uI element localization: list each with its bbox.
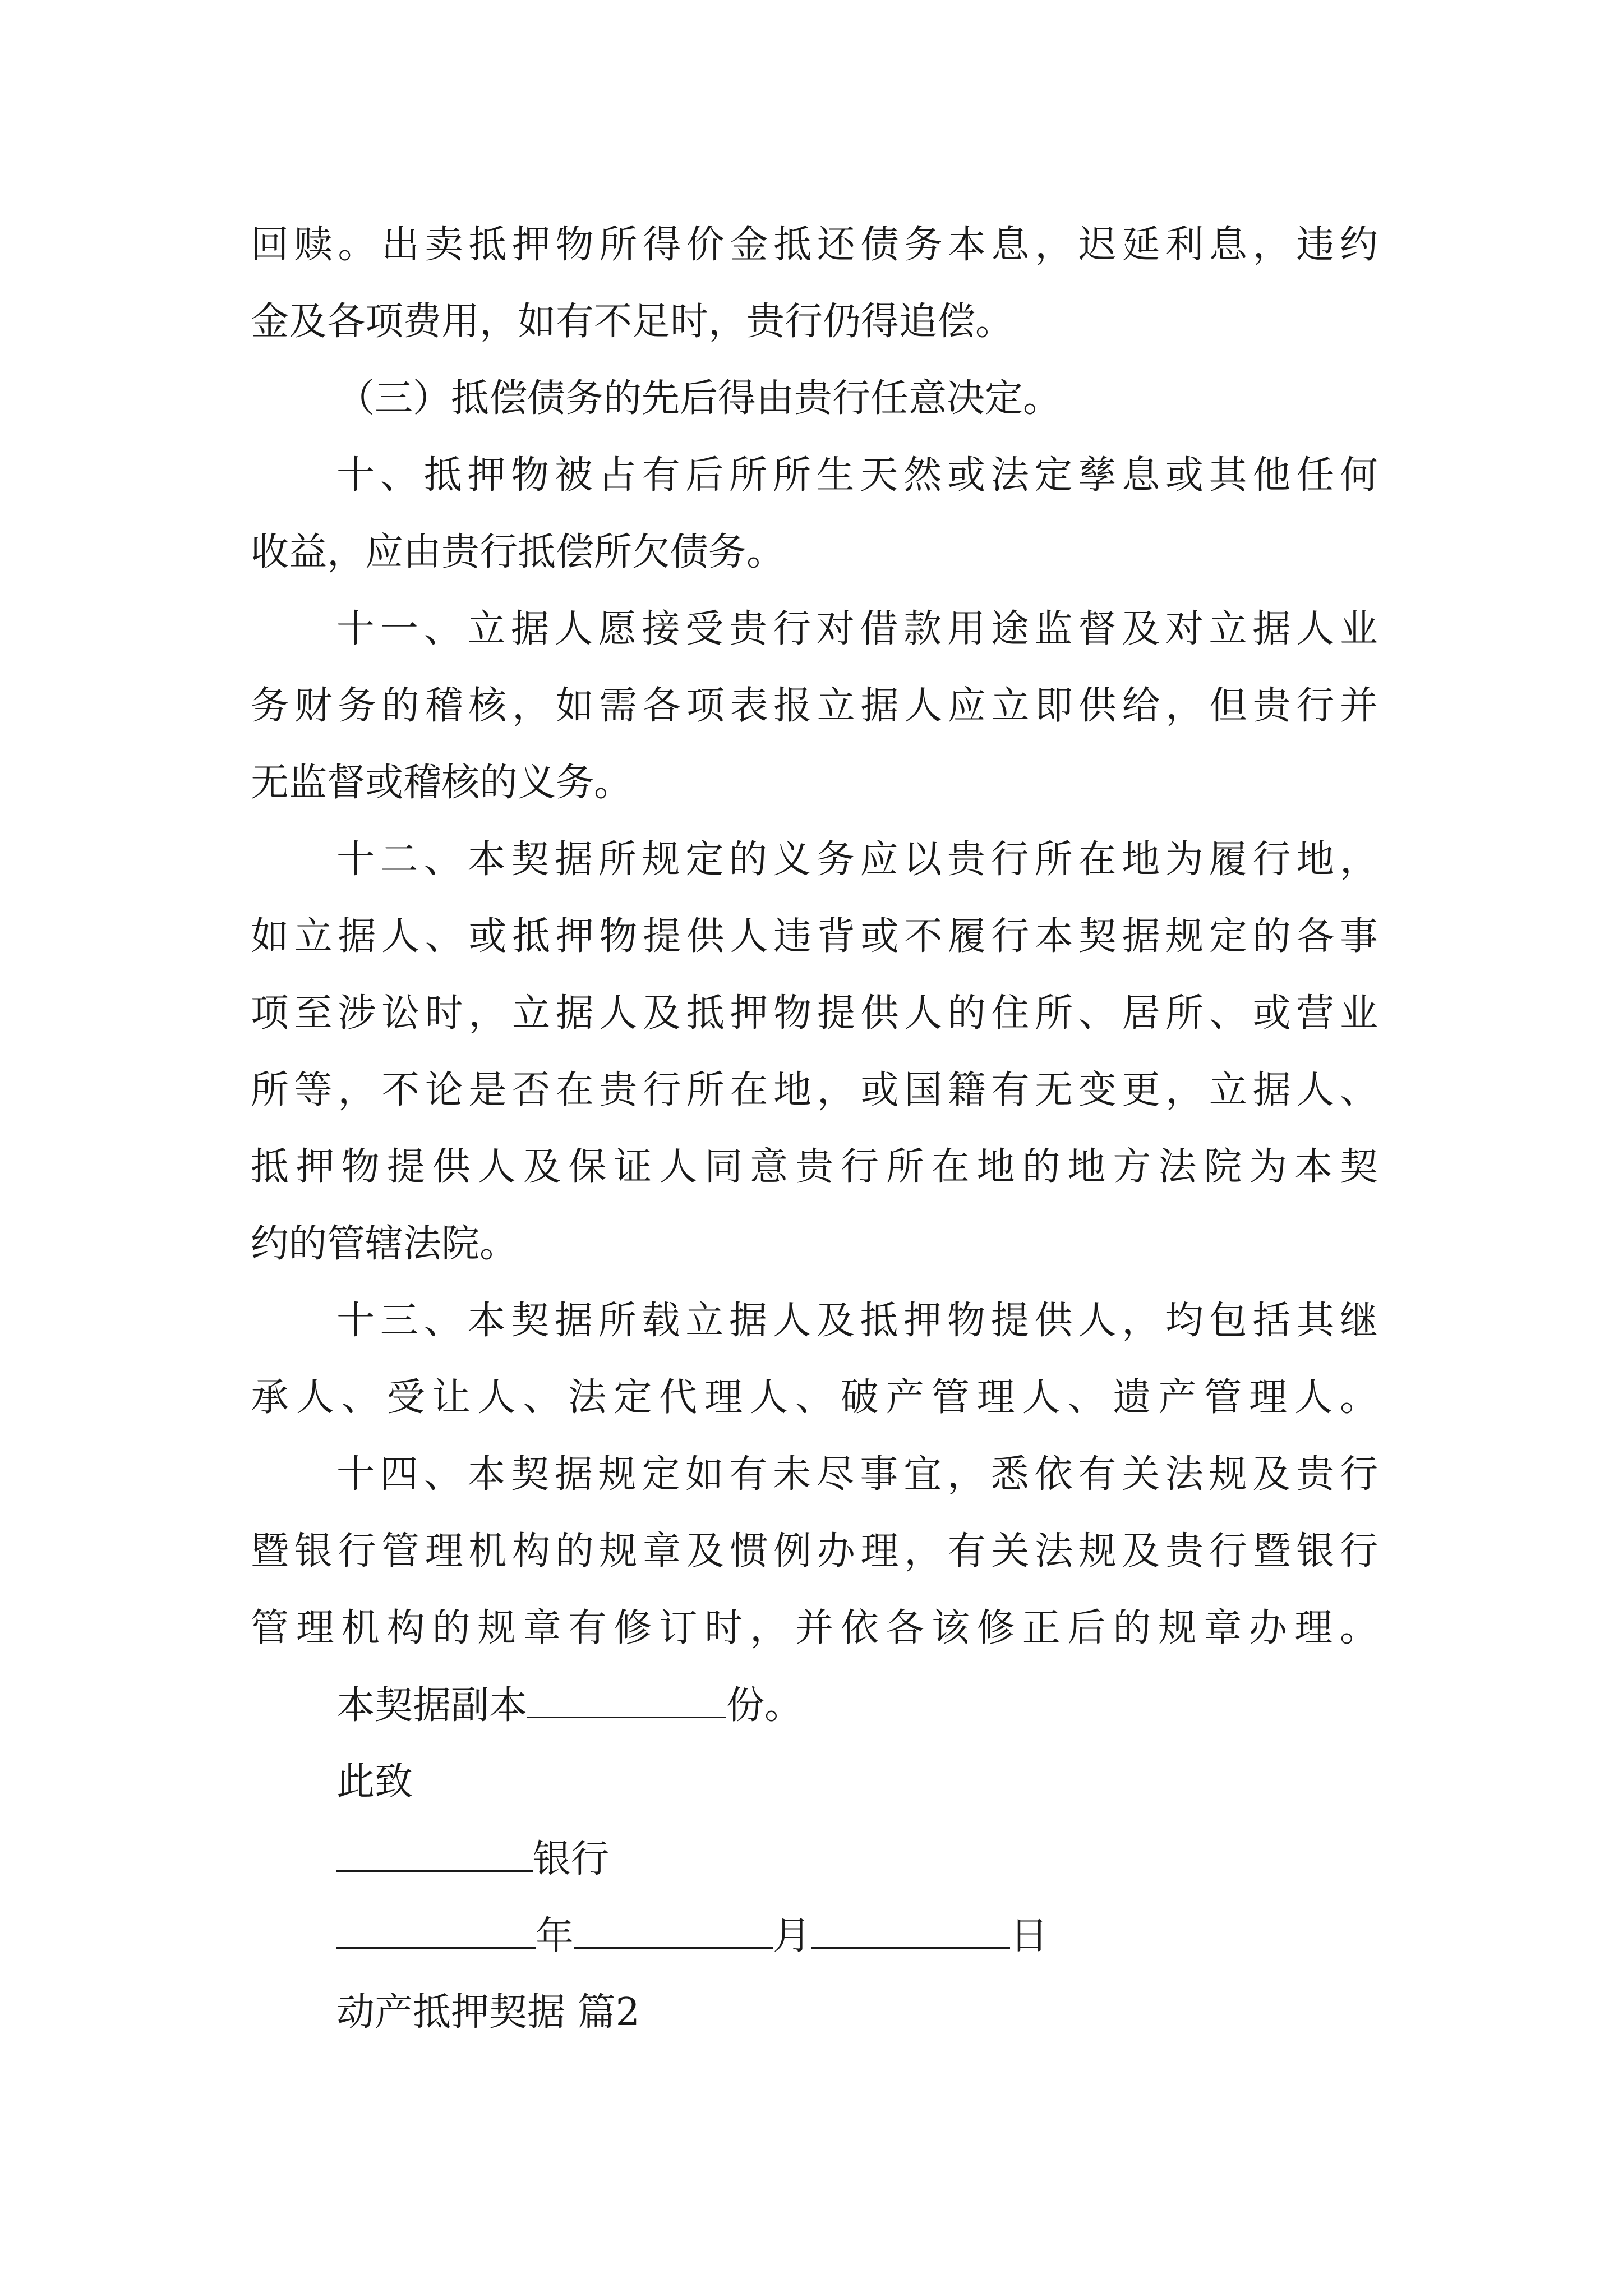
date-line [336, 1913, 1048, 1958]
paragraph-line: 管理机构的规章有修订时，并依各该修正后的规章办理。 [251, 1606, 1378, 1650]
paragraph-line: 如立据人、或抵押物提供人违背或不履行本契据规定的各事 [251, 914, 1378, 959]
paragraph-line: 收益，应由贵行抵偿所欠债务。 [251, 530, 785, 574]
paragraph-line: 所等，不论是否在贵行所在地，或国籍有无变更，立据人、 [251, 1068, 1378, 1112]
year-blank[interactable] [336, 1913, 536, 1949]
copies-line [336, 1683, 803, 1728]
day-blank[interactable] [811, 1913, 1010, 1949]
paragraph-line: （三）抵偿债务的先后得由贵行任意决定。 [336, 376, 1062, 421]
paragraph-line: 项至涉讼时，立据人及抵押物提供人的住所、居所、或营业 [251, 991, 1378, 1036]
paragraph-line: 约的管辖法院。 [251, 1222, 518, 1266]
bank-suffix: 银行 [533, 1837, 610, 1881]
paragraph-line: 十二、本契据所规定的义务应以贵行所在地为履行地， [336, 838, 1378, 882]
paragraph-line: 务财务的稽核，如需各项表报立据人应立即供给，但贵行并 [251, 684, 1378, 728]
paragraph-line: 承人、受让人、法定代理人、破产管理人、遗产管理人。 [251, 1375, 1378, 1420]
paragraph-line: 抵押物提供人及保证人同意贵行所在地的地方法院为本契 [251, 1145, 1378, 1189]
day-label: 日 [1010, 1914, 1049, 1958]
paragraph-line: 十三、本契据所载立据人及抵押物提供人，均包括其继 [336, 1299, 1378, 1343]
month-blank[interactable] [574, 1913, 773, 1949]
paragraph-line: 无监督或稽核的义务。 [251, 761, 633, 805]
copies-blank[interactable] [527, 1683, 726, 1718]
copies-prefix: 本契据副本 [336, 1683, 528, 1728]
salutation: 此致 [336, 1760, 413, 1804]
paragraph-line: 金及各项费用，如有不足时，贵行仍得追偿。 [251, 300, 1014, 344]
bank-name-blank[interactable] [336, 1837, 533, 1872]
copies-suffix: 份。 [726, 1683, 803, 1728]
bank-line [336, 1837, 609, 1881]
paragraph-line: 暨银行管理机构的规章及惯例办理，有关法规及贵行暨银行 [251, 1529, 1378, 1573]
year-label: 年 [536, 1914, 574, 1958]
paragraph-line: 回赎。出卖抵押物所得价金抵还债务本息，迟延利息，违约 [251, 223, 1378, 267]
paragraph-line: 十、抵押物被占有后所所生天然或法定孳息或其他任何 [336, 453, 1378, 498]
paragraph-line: 十四、本契据规定如有未尽事宜，悉依有关法规及贵行 [336, 1452, 1378, 1497]
section-title: 动产抵押契据 篇2 [336, 1990, 640, 2035]
month-label: 月 [773, 1914, 811, 1958]
paragraph-line: 十一、立据人愿接受贵行对借款用途监督及对立据人业 [336, 607, 1378, 651]
